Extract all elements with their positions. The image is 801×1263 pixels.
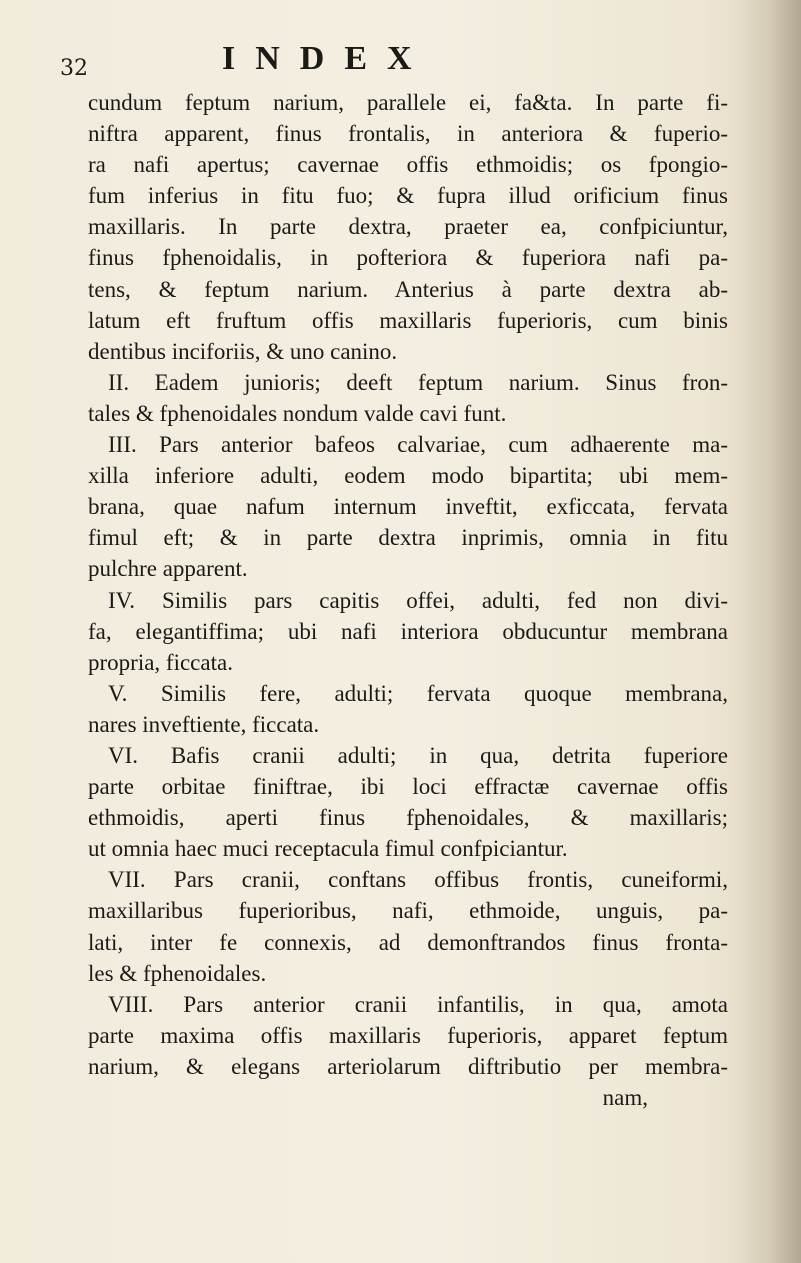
text-line: latum eft fruftum offis maxillaris fuperioris, cum binis xyxy=(88,307,728,333)
page-header xyxy=(60,36,620,86)
text-line: fa, elegantiffima; ubi nafi interiora obducuntur membrana xyxy=(88,618,728,644)
text-line: xilla inferiore adulti, eodem modo bipartita; ubi mem- xyxy=(88,463,728,489)
text-line: IV. Similis pars capitis offei, adulti, fed non divi- xyxy=(108,587,728,613)
text-line: parte maxima offis maxillaris fuperioris, apparet feptum xyxy=(88,1022,728,1048)
text-line: nares inveftiente, ficcata. xyxy=(88,711,320,737)
text-line: cundum feptum narium, parallele ei, fa&ta. In parte fi- xyxy=(88,90,728,115)
text-line: tales & fphenoidales nondum valde cavi funt. xyxy=(88,400,507,426)
text-line: narium, & elegans arteriolarum diftributio per membra- xyxy=(88,1053,728,1079)
text-line: niftra apparent, finus frontalis, in anteriora & fuperio- xyxy=(88,121,728,147)
text-line: nam, xyxy=(602,1085,648,1110)
text-line: V. Similis fere, adulti; fervata quoque membrana, xyxy=(108,680,728,706)
text-line: ethmoidis, aperti finus fphenoidales, & maxillaris; xyxy=(88,805,728,831)
text-line: II. Eadem junioris; deeft feptum narium. Sinus fron- xyxy=(108,369,728,395)
text-line: maxillaris. In parte dextra, praeter ea, confpiciuntur, xyxy=(88,214,728,240)
text-line: pulchre apparent. xyxy=(88,556,248,582)
body-text xyxy=(88,87,728,1113)
text-line: VI. Bafis cranii adulti; in qua, detrita fuperiore xyxy=(108,742,728,768)
text-line: dentibus inciforiis, & uno canino. xyxy=(88,338,398,364)
text-line: les & fphenoidales. xyxy=(88,960,267,986)
text-line: III. Pars anterior bafeos calvariae, cum adhaerente ma- xyxy=(108,432,728,458)
text-line: lati, inter fe connexis, ad demonftrandos finus fronta- xyxy=(88,929,728,955)
text-line: maxillaribus fuperioribus, nafi, ethmoide, unguis, pa- xyxy=(88,898,728,924)
running-title: INDEX xyxy=(222,40,432,77)
text-line: ra nafi apertus; cavernae offis ethmoidis; os fpongio- xyxy=(88,152,728,178)
text-line: finus fphenoidalis, in pofteriora & fuperiora nafi pa- xyxy=(88,245,728,271)
text-line: brana, quae nafum internum inveftit, exficcata, fervata xyxy=(88,494,728,520)
text-line: fimul eft; & in parte dextra inprimis, omnia in fitu xyxy=(88,525,728,551)
text-line: tens, & feptum narium. Anterius à parte dextra ab- xyxy=(88,276,728,302)
text-line: fum inferius in fitu fuo; & fupra illud orificium finus xyxy=(88,183,728,209)
page-number: 32 xyxy=(60,56,88,81)
text-line: parte orbitae finiftrae, ibi loci effractæ cavernae offis xyxy=(88,774,728,800)
page-edge-shadow xyxy=(731,0,801,1263)
text-line: ut omnia haec muci receptacula fimul confpiciantur. xyxy=(88,836,568,862)
text-line: propria, ficcata. xyxy=(88,649,233,675)
text-line: VII. Pars cranii, conftans offibus frontis, cuneiformi, xyxy=(108,867,728,893)
text-line: VIII. Pars anterior cranii infantilis, in qua, amota xyxy=(108,991,728,1017)
